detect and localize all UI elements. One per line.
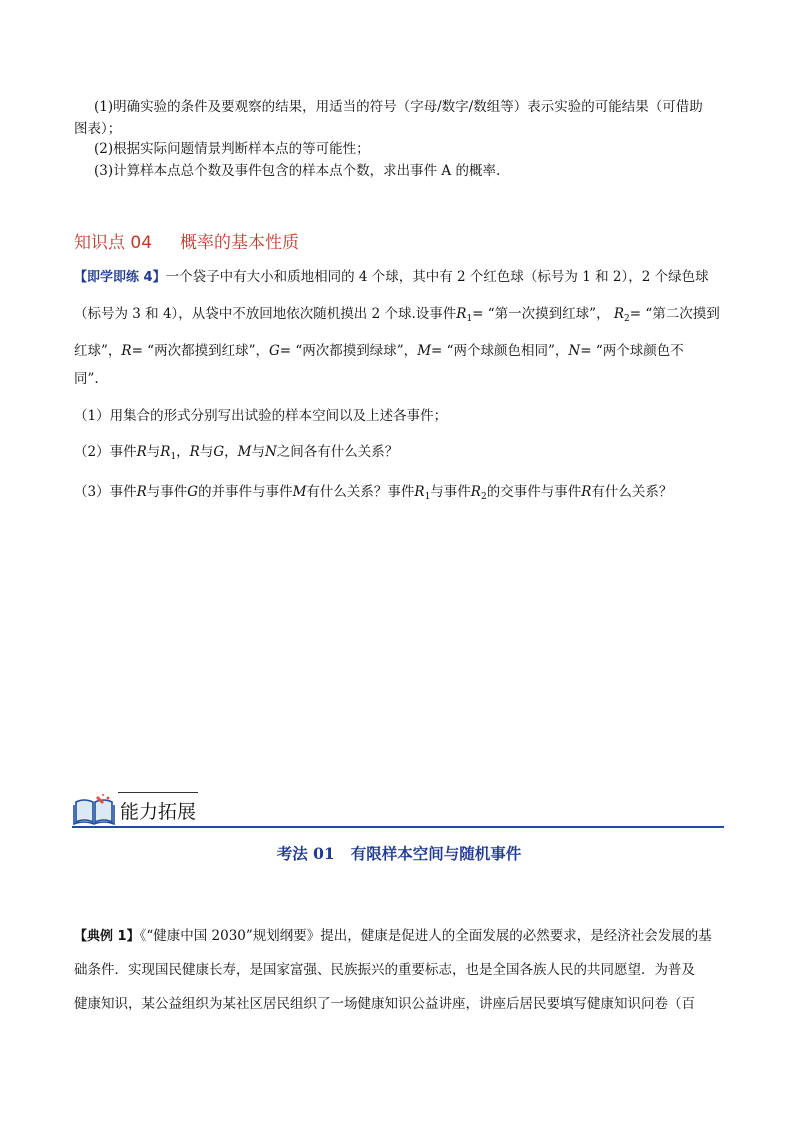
question-2: （2）事件R与$R_1$，R与G，M与N之间各有什么关系？ — [74, 444, 399, 462]
example-text: 《“健康中国 2030”规划纲要》提出，健康是促进人的全面发展的必然要求，是经济社会发展的基 — [139, 928, 712, 944]
symbol-M: M — [417, 343, 432, 359]
symbol-R: R — [456, 306, 467, 322]
question-1: （1）用集合的形式分别写出试验的样本空间以及上述各事件； — [74, 408, 448, 424]
symbol-G: G — [268, 343, 280, 359]
R-definition: = “两次都摸到红球”， — [131, 343, 269, 359]
R1-definition: = “第一次摸到红球”， — [472, 306, 610, 322]
example-line-3: 健康知识，某公益组织为某社区居民组织了一场健康知识公益讲座，讲座后居民要填写健康知识问卷（百 — [74, 996, 695, 1012]
banner-top-rule — [118, 792, 198, 793]
section-title: 概率的基本性质 — [180, 233, 300, 253]
exercise-line-1 — [74, 259, 724, 296]
M-definition: = “两个球颜色相同”， — [431, 343, 569, 359]
R2-definition: = “第二次摸到 — [629, 306, 720, 322]
symbol-N: N — [568, 343, 581, 359]
exercise-tag: 【即学即练 4】 — [74, 270, 166, 285]
method-number: 考法 01 — [276, 844, 335, 863]
method-title — [74, 842, 724, 864]
subscript: 2 — [624, 314, 630, 324]
banner-title: 能力拓展 — [120, 801, 197, 823]
banner-underline — [72, 826, 724, 828]
question-3: （3）事件R与事件G的并事件与事件M有什么关系？事件$R_1$与事件$R_2$的交事件与事件R有什么关系？ — [74, 484, 673, 502]
exercise-text: （标号为 3 和 4），从袋中不放回地依次随机摸出 2 个球.设事件 — [74, 306, 457, 322]
example-line-1 — [74, 918, 724, 955]
step-1-line-1: (1)明确实验的条件及要观察的结果，用适当的符号（字母/数字/数组等）表示实验的可能结果（可借助 — [94, 99, 703, 115]
symbol-R: R — [121, 343, 132, 359]
open-book-icon — [72, 792, 116, 826]
exercise-text: 一个袋子中有大小和质地相同的 4 个球，其中有 2 个红色球（标号为 1 和 2），2 个绿色球 — [165, 269, 709, 285]
section-heading — [74, 228, 299, 253]
G-definition: = “两次都摸到绿球”， — [279, 343, 418, 359]
method-name: 有限样本空间与随机事件 — [350, 844, 522, 863]
exercise-line-3 — [74, 333, 724, 369]
exercise-line-4: 同”. — [74, 371, 99, 387]
step-3: (3)计算样本点总个数及事件包含的样本点个数，求出事件 A 的概率. — [94, 163, 501, 179]
step-1-line-2: 图表）； — [74, 121, 122, 137]
step-2: (2)根据实际问题情景判断样本点的等可能性； — [94, 141, 370, 157]
N-definition: = “两个球颜色不 — [580, 343, 684, 359]
exercise-text: 红球”， — [74, 343, 122, 359]
section-number: 知识点 04 — [74, 233, 153, 253]
subscript: 1 — [466, 314, 473, 324]
exercise-line-2 — [74, 296, 724, 337]
symbol-R: R — [613, 306, 625, 322]
example-line-2: 础条件．实现国民健康长寿，是国家富强、民族振兴的重要标志，也是全国各族人民的共同愿望．为普及 — [74, 962, 695, 978]
example-tag: 【典例 1】 — [74, 929, 140, 944]
